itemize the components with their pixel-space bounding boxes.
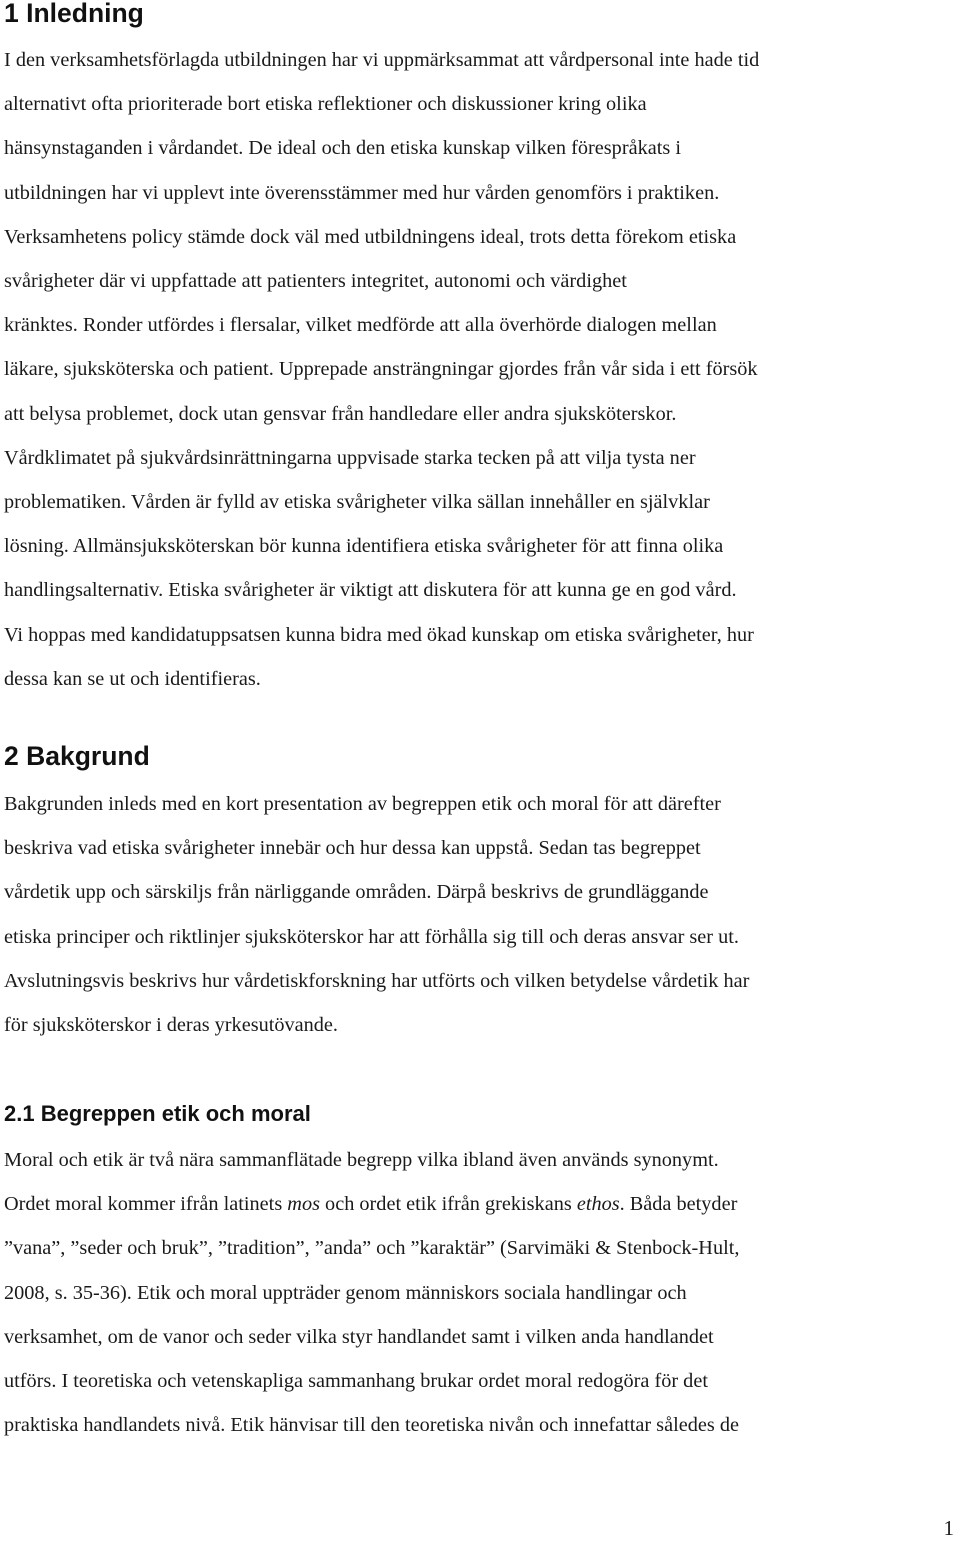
text-line: ”vana”, ”seder och bruk”, ”tradition”, ”anda” och ”karaktär” (Sarvimäki & Stenbock-Hult, <box>4 1237 740 1260</box>
text-segment: och ordet etik ifrån grekiskans <box>319 1193 577 1216</box>
text-line: dessa kan se ut och identifieras. <box>4 667 261 690</box>
text-line: Moral och etik är två nära sammanflätade begrepp vilka ibland även används synonymt. <box>4 1149 719 1171</box>
paragraph-begrepp <box>4 1138 960 1447</box>
page-number: 1 <box>943 1516 954 1540</box>
text-line: etiska principer och riktlinjer sjuksköterskor har att förhålla sig till och deras ansvar ser ut. <box>4 925 739 948</box>
text-line: utförs. I teoretiska och vetenskapliga sammanhang brukar ordet moral redogöra för det <box>4 1370 708 1393</box>
text-line <box>4 1193 737 1215</box>
text-line: Bakgrunden inleds med en kort presentation av begreppen etik och moral för att därefter <box>4 793 721 815</box>
text-line: för sjuksköterskor i deras yrkesutövande. <box>4 1014 338 1037</box>
text-line: Vårdklimatet på sjukvårdsinrättningarna uppvisade starka tecken på att vilja tysta ner <box>4 446 696 469</box>
text-line: att belysa problemet, dock utan gensvar från handledare eller andra sjuksköterskor. <box>4 402 677 425</box>
text-line: 2008, s. 35-36). Etik och moral uppträder genom människors sociala handlingar och <box>4 1281 687 1304</box>
text-line: handlingsalternativ. Etiska svårigheter är viktigt att diskutera för att kunna ge en god vård. <box>4 579 737 602</box>
text-line: verksamhet, om de vanor och seder vilka styr handlandet samt i vilken anda handlandet <box>4 1325 714 1348</box>
text-line: beskriva vad etiska svårigheter innebär och hur dessa kan uppstå. Sedan tas begreppet <box>4 837 701 860</box>
section-heading-inledning: 1 Inledning <box>4 0 144 28</box>
text-line: hänsynstaganden i vårdandet. De ideal och den etiska kunskap vilken förespråkats i <box>4 137 681 160</box>
text-line: kränktes. Ronder utfördes i flersalar, vilket medförde att alla överhörde dialogen mellan <box>4 314 717 337</box>
text-line: vårdetik upp och särskiljs från närliggande områden. Därpå beskrivs de grundläggande <box>4 881 709 904</box>
text-line: alternativt ofta prioriterade bort etiska reflektioner och diskussioner kring olika <box>4 93 647 116</box>
subsection-heading-begrepp: 2.1 Begreppen etik och moral <box>4 1101 311 1126</box>
paragraph-inledning <box>4 38 960 701</box>
text-line: Vi hoppas med kandidatuppsatsen kunna bidra med ökad kunskap om etiska svårigheter, hur <box>4 623 754 646</box>
paragraph-bakgrund <box>4 782 960 1047</box>
term-ethos: ethos <box>576 1193 620 1216</box>
section-heading-bakgrund: 2 Bakgrund <box>4 741 150 771</box>
text-line: läkare, sjuksköterska och patient. Upprepade ansträngningar gjordes från vår sida i ett försök <box>4 358 758 381</box>
text-line: utbildningen har vi upplevt inte överensstämmer med hur vården genomförs i praktiken. <box>4 181 720 204</box>
text-segment: . Båda betyder <box>619 1193 738 1216</box>
text-line: I den verksamhetsförlagda utbildningen har vi uppmärksammat att vårdpersonal inte hade tid <box>4 49 760 71</box>
text-line: lösning. Allmänsjuksköterskan bör kunna identifiera etiska svårigheter för att finna olika <box>4 535 724 558</box>
text-line: problematiken. Vården är fylld av etiska svårigheter vilka sällan innehåller en självklar <box>4 491 710 514</box>
text-line: Avslutningsvis beskrivs hur vårdetiskforskning har utförts och vilken betydelse vårdetik har <box>4 969 750 992</box>
term-mos: mos <box>287 1193 320 1216</box>
text-line: svårigheter där vi uppfattade att patienters integritet, autonomi och värdighet <box>4 270 627 293</box>
text-segment: Ordet moral kommer ifrån latinets <box>4 1193 288 1216</box>
text-line: praktiska handlandets nivå. Etik hänvisar till den teoretiska nivån och innefattar således de <box>4 1414 739 1437</box>
text-line: Verksamhetens policy stämde dock väl med utbildningens ideal, trots detta förekom etiska <box>4 225 737 248</box>
